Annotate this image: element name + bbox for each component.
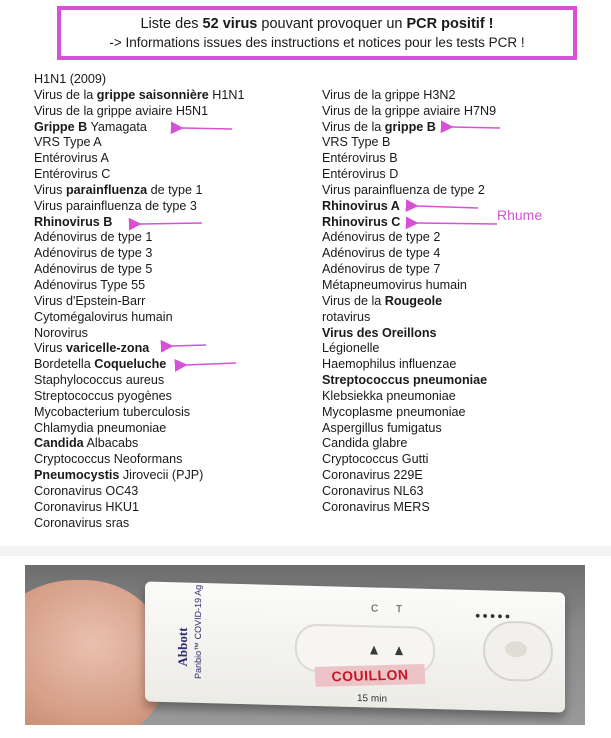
list-item: Adénovirus de type 1: [34, 230, 153, 245]
list-item: Mycoplasme pneumoniae: [322, 404, 466, 419]
rhume-annotation: Rhume: [497, 207, 543, 223]
title-line-1: Liste des 52 virus pouvant provoquer un PCR positif !: [140, 15, 494, 32]
list-item: Bordetella Coqueluche: [34, 357, 167, 372]
list-item: Adénovirus de type 7: [322, 262, 441, 277]
list-item: Virus de la grippe aviaire H5N1: [34, 103, 209, 118]
dots-decoration: ●●●●●: [475, 610, 513, 622]
rapid-test-photo: [25, 565, 585, 725]
list-item: Virus de la grippe saisonnière H1N1: [34, 87, 245, 102]
list-item: H1N1 (2009): [34, 72, 107, 86]
list-item: Virus de la grippe H3N2: [322, 87, 456, 102]
list-item: Entérovirus A: [34, 151, 109, 166]
brand-logo: Abbott Panbio™ COVID-19 Ag: [175, 584, 203, 680]
list-item: Aspergillus fumigatus: [322, 420, 442, 435]
list-item: Virus parainfluenza de type 2: [322, 182, 485, 197]
control-marker-icon: [370, 645, 378, 654]
list-item: Adénovirus Type 55: [34, 277, 146, 292]
test-line-label: T: [396, 604, 403, 616]
sticker-label: COUILLON: [315, 664, 426, 687]
list-item: Adénovirus de type 3: [34, 246, 153, 261]
sample-well-hole: [505, 641, 527, 658]
list-item: Coronavirus OC43: [34, 483, 139, 498]
list-item: Virus de la grippe B: [322, 119, 436, 134]
list-item: Entérovirus B: [322, 151, 398, 166]
list-item: Norovirus: [34, 325, 88, 340]
list-item: Métapneumovirus humain: [322, 277, 467, 292]
control-line-label: C: [371, 603, 379, 615]
list-item: Entérovirus D: [322, 167, 399, 182]
virus-list-right: [322, 88, 496, 516]
list-item: Virus d'Epstein-Barr: [34, 293, 146, 308]
list-item: Klebsiekka pneumoniae: [322, 388, 456, 403]
list-item: Grippe B Yamagata: [34, 119, 147, 134]
list-item: Staphylococcus aureus: [34, 373, 165, 388]
list-item: Virus de la grippe aviaire H7N9: [322, 103, 497, 118]
list-item: VRS Type A: [34, 135, 102, 150]
list-item: Candida glabre: [322, 436, 408, 451]
list-item: Pneumocystis Jirovecii (PJP): [34, 468, 204, 483]
list-item: Virus de la Rougeole: [322, 293, 443, 308]
list-item: Candida Albacabs: [34, 436, 139, 451]
test-cassette: [145, 582, 565, 713]
list-item: Cytomégalovirus humain: [34, 309, 173, 324]
list-item: Virus parainfluenza de type 1: [34, 182, 203, 197]
list-item: Cryptococcus Gutti: [322, 452, 429, 467]
list-item: VRS Type B: [322, 135, 391, 150]
sample-well: [483, 620, 553, 682]
list-item: Entérovirus C: [34, 167, 111, 182]
list-item: Coronavirus 229E: [322, 468, 423, 483]
list-item: Coronavirus HKU1: [34, 499, 139, 514]
list-item: Streptococcus pneumoniae: [322, 373, 488, 388]
list-item: Streptococcus pyogènes: [34, 388, 172, 403]
list-item: Chlamydia pneumoniae: [34, 420, 167, 435]
list-item: Virus parainfluenza de type 3: [34, 198, 197, 213]
list-item: Rhinovirus B: [34, 214, 113, 229]
list-item: Cryptococcus Neoformans: [34, 452, 183, 467]
list-item: Adénovirus de type 5: [34, 262, 153, 277]
list-item: Légionelle: [322, 341, 380, 356]
list-item: Haemophilus influenzae: [322, 357, 457, 372]
list-item: rotavirus: [322, 309, 371, 324]
divider: [0, 546, 611, 556]
finger: [25, 580, 165, 725]
list-item: Coronavirus NL63: [322, 483, 424, 498]
title-line-2: -> Informations issues des instructions et notices pour les tests PCR !: [109, 34, 525, 50]
list-item: Adénovirus de type 2: [322, 230, 441, 245]
list-item: Mycobacterium tuberculosis: [34, 404, 191, 419]
title-box: [57, 6, 577, 60]
list-item: Virus varicelle-zona: [34, 341, 150, 356]
list-item: Coronavirus sras: [34, 515, 130, 530]
test-marker-icon: [395, 646, 403, 655]
list-item: Coronavirus MERS: [322, 499, 430, 514]
timer-label: 15 min: [357, 693, 388, 705]
virus-list-left: [34, 72, 244, 531]
list-item: Virus des Oreillons: [322, 325, 437, 340]
list-item: Rhinovirus C: [322, 214, 401, 229]
list-item: Rhinovirus A: [322, 198, 400, 213]
list-item: Adénovirus de type 4: [322, 246, 441, 261]
